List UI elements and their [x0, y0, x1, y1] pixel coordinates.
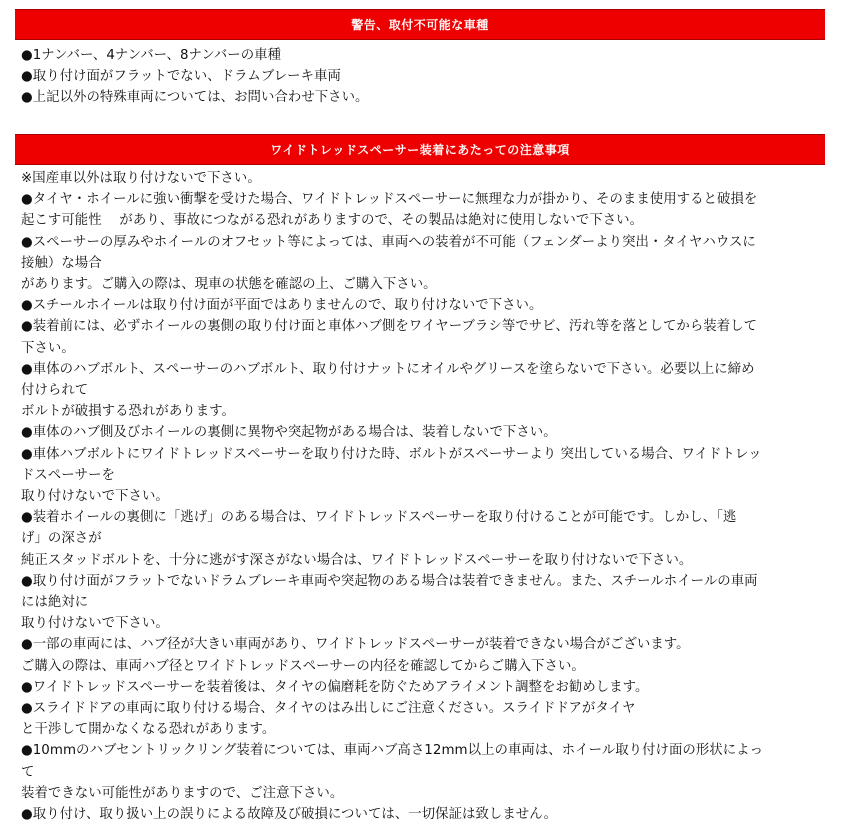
warning-section: [15, 9, 825, 109]
list-item: があります。ご購入の際は、現車の状態を確認の上、ご購入下さい。: [21, 277, 437, 293]
list-item: 取り付けないで下さい。: [21, 616, 169, 632]
list-item: 接触）な場合: [21, 255, 102, 271]
list-item: ●ワイドトレッドスペーサーを装着後は、タイヤの偏磨耗を防ぐためアライメント調整をお勧めします。: [21, 679, 649, 695]
list-item: 純正スタッドボルトを、十分に逃がす深さがない場合は、ワイドトレッドスペーサーを取り付けないで下さい。: [21, 552, 693, 568]
list-item: 付けられて: [21, 383, 89, 399]
caution-list: [15, 165, 825, 825]
list-item: ●装着前には、必ずホイールの裏側の取り付け面と車体ハブ側をワイヤーブラシ等でサビ、汚れ等を落としてから装着して: [21, 319, 758, 335]
list-item: ●タイヤ・ホイールに強い衝撃を受けた場合、ワイドトレッドスペーサーに無理な力が掛かり、そのまま使用すると破損を: [21, 192, 758, 208]
caution-section: [15, 134, 825, 825]
list-item: ●スライドドアの車両に取り付ける場合、タイヤのはみ出しにご注意ください。スライドドアがタイヤ: [21, 701, 636, 717]
list-item: ●スペーサーの厚みやホイールのオフセット等によっては、車両への装着が不可能（フェンダーより突出・タイヤハウスに: [21, 234, 756, 250]
list-item: ※国産車以外は取り付けないで下さい。: [21, 171, 261, 186]
list-item: には絶対に: [21, 595, 89, 611]
list-item: と干渉して開かなくなる恐れがあります。: [21, 722, 276, 738]
warning-header: 警告、取付不可能な車種: [15, 9, 825, 40]
list-item: ●10mmのハブセントリックリング装着については、車両ハブ高さ12mm以上の車両は、ホイール取り付け面の形状によっ: [21, 743, 764, 759]
list-item: ●上記以外の特殊車両については、お問い合わせ下さい。: [21, 90, 369, 106]
list-item: ●車体ハブボルトにワイドトレッドスペーサーを取り付けた時、ボルトがスペーサーより 突出している場合、ワイドトレッ: [21, 446, 762, 462]
list-item: 取り付けないで下さい。: [21, 489, 169, 505]
list-item: ●取り付け面がフラットでない、ドラムブレーキ車両: [21, 69, 341, 85]
list-item: ご購入の際は、車両ハブ径とワイドトレッドスペーサーの内径を確認してからご購入下さい。: [21, 658, 585, 674]
list-item: ドスペーサーを: [21, 467, 115, 483]
list-item: ●取り付け面がフラットでないドラムブレーキ車両や突起物のある場合は装着できません。また、スチールホイールの車両: [21, 573, 758, 589]
warning-list: [15, 40, 825, 109]
list-item: ボルトが破損する恐れがあります。: [21, 404, 235, 420]
list-item: ●車体のハブボルト、スペーサーのハブボルト、取り付けナットにオイルやグリースを塗らないで下さい。必要以上に締め: [21, 361, 755, 377]
caution-header: ワイドトレッドスペーサー装着にあたっての注意事項: [15, 134, 825, 165]
list-item: ●スチールホイールは取り付け面が平面ではありませんので、取り付けないで下さい。: [21, 298, 543, 314]
list-item: ●車体のハブ側及びホイールの裏側に異物や突起物がある場合は、装着しないで下さい。: [21, 425, 557, 441]
list-item: ●一部の車両には、ハブ径が大きい車両があり、ワイドトレッドスペーサーが装着できない場合がございます。: [21, 637, 690, 653]
list-item: 装着できない可能性がありますので、ご注意下さい。: [21, 785, 344, 801]
list-item: ●装着ホイールの裏側に「逃げ」のある場合は、ワイドトレッドスペーサーを取り付けることが可能です。しかし、「逃: [21, 510, 737, 526]
list-item: ●1ナンバー、4ナンバー、8ナンバーの車種: [21, 48, 282, 63]
list-item: て: [21, 764, 35, 780]
list-item: げ」の深さが: [21, 531, 102, 547]
list-item: 起こす可能性 があり、事故につながる恐れがありますので、その製品は絶対に使用しないで下さい。: [21, 213, 644, 229]
list-item: ●取り付け、取り扱い上の誤りによる故障及び破損については、一切保証は致しません。: [21, 807, 557, 823]
list-item: 下さい。: [21, 340, 75, 356]
